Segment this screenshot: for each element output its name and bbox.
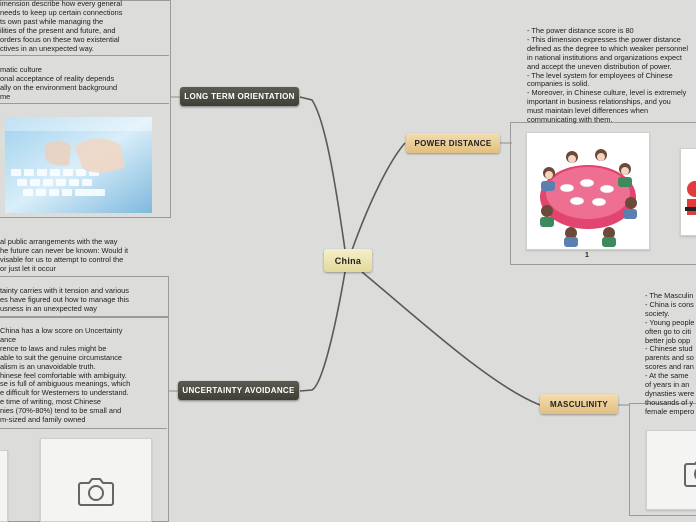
branch-label: MASCULINITY [550,399,608,409]
masculinity-image-placeholder [646,430,696,510]
central-topic-china[interactable] [324,249,372,272]
keyboard-photo-icon [5,117,152,213]
power-distance-text: - The power distance score is 80 - This dimension expresses the power distance defined as the degree to which weaker personnel in national institutions and organizations expect and accept the uneven distribution of power. - The level system for employees of Chinese companies is solid. - Moreover, in Chinese culture, level is extremely important in business relationships, and you must maintain level differences when communicating with them. [527,26,689,125]
masculinity-text: - The Masculin - China is cons society. - Young people often go to citi better job opp - Chinese stud parents and so scores and ran - At the same of years in an dynasties were thousands of y female empero [645,291,695,416]
connector-long-term [300,97,345,250]
divider [0,55,169,56]
banquet-image-card [526,132,650,250]
branch-uncertainty-avoidance[interactable] [178,381,299,400]
branch-long-term-orientation[interactable] [180,87,299,106]
image-placeholder-partial [0,450,8,522]
branch-power-distance[interactable] [406,133,500,153]
branch-label: POWER DISTANCE [414,138,492,148]
uncertainty-text-2: tainty carries with it tension and various es have figured out how to manage this usness in an unexpected way [0,286,130,313]
red-figure-icon [681,149,696,235]
branch-masculinity[interactable] [540,394,618,414]
camera-icon [77,476,115,508]
branch-label: UNCERTAINTY AVOIDANCE [182,386,295,395]
connector-uncertainty [300,272,345,391]
banquet-illustration-icon [527,133,649,249]
long-term-text-2: matic culture onal acceptance of reality depends ally on the environment background me [0,65,118,101]
long-term-text-1: imension describe how every general needs to keep up certain connections ts own past while managing the ilities of the present and future, and orders focus on these two existential ctives in an unexpected way. [0,0,123,53]
connector-masculinity [362,272,540,405]
divider [0,428,167,429]
connector-power [352,143,405,250]
image-caption: 1 [585,252,589,259]
partial-image-right [680,148,696,236]
uncertainty-text-1: al public arrangements with the way he future can never be known: Would it visable for us to attempt to control the or just let it occur [0,237,129,273]
uncertainty-text-3: China has a low score on Uncertainty ance rence to laws and rules might be able to suit the genuine circumstance alism is an unavoidable truth. hinese feel comfortable with ambiguity. se is full of ambiguous meanings, which e difficult for Westerners to understand. e time of writing, most Chinese nies (70%-80%) tend to be small and m-sized and family owned [0,326,131,425]
central-topic-label: China [334,255,362,266]
divider [0,103,169,104]
camera-icon [683,457,696,489]
image-placeholder [40,438,152,522]
branch-label: LONG TERM ORIENTATION [184,92,295,101]
